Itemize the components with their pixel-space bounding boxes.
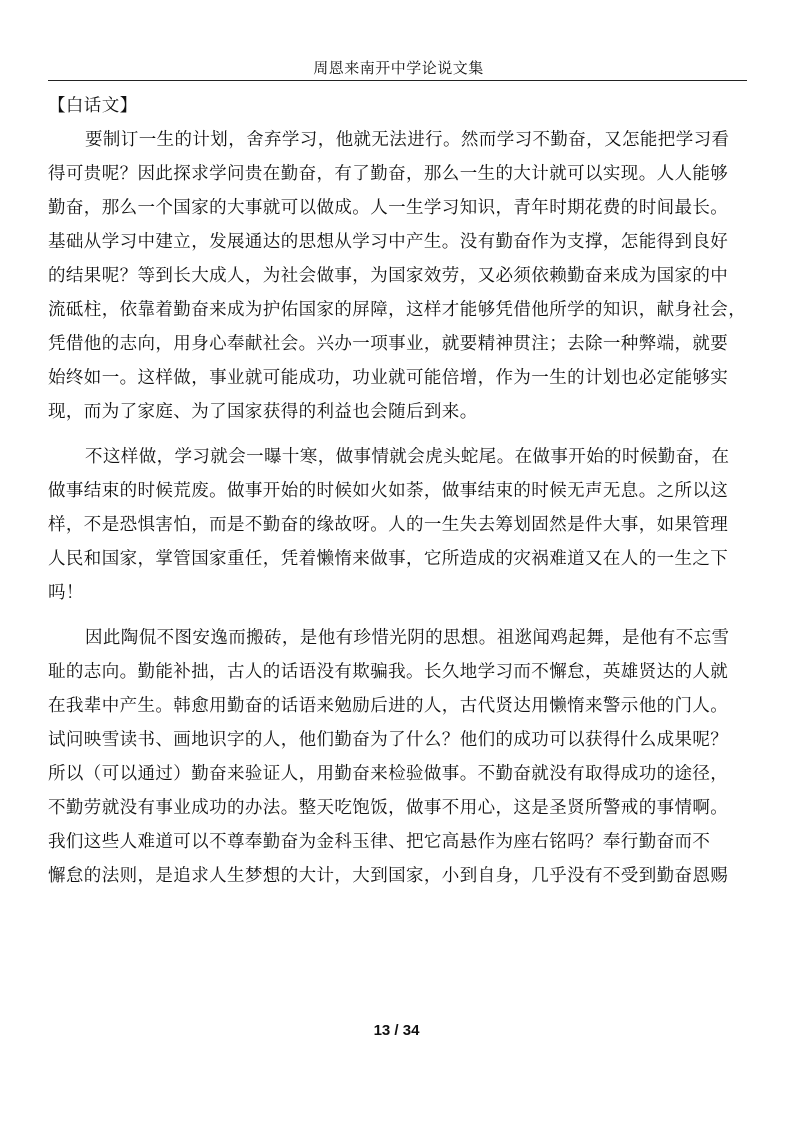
text-line: 吗！ <box>48 583 84 603</box>
text-line: 在我辈中产生。韩愈用勤奋的话语来勉励后进的人，古代贤达用懒惰来警示他的门人。 <box>48 696 729 716</box>
text-line: 试问映雪读书、画地识字的人，他们勤奋为了什么？他们的成功可以获得什么成果呢？ <box>48 730 729 750</box>
text-line: 样，不是恐惧害怕，而是不勤奋的缘故呀。人的一生失去筹划固然是件大事，如果管理 <box>48 515 729 535</box>
text-line: 人民和国家，掌管国家重任，凭着懒惰来做事，它所造成的灾祸难道又在人的一生之下 <box>48 549 729 569</box>
paragraph-2 <box>48 440 751 610</box>
text-line: 不勤劳就没有事业成功的办法。整天吃饱饭，做事不用心，这是圣贤所警戒的事情啊。 <box>48 798 729 818</box>
document-body <box>48 89 751 893</box>
paragraph-1 <box>48 123 751 429</box>
section-heading: 【白话文】 <box>48 96 138 116</box>
header-divider <box>48 80 747 81</box>
text-line: 做事结束的时候荒废。做事开始的时候如火如荼，做事结束的时候无声无息。之所以这 <box>48 481 729 501</box>
text-line: 要制订一生的计划，舍弃学习，他就无法进行。然而学习不勤奋，又怎能把学习看 <box>85 130 730 150</box>
text-line: 始终如一。这样做，事业就可能成功，功业就可能倍增，作为一生的计划也必定能够实 <box>48 368 729 388</box>
text-line: 流砥柱，依靠着勤奋来成为护佑国家的屏障，这样才能够凭借他所学的知识，献身社会， <box>48 300 747 320</box>
paragraph-spacer <box>48 429 751 440</box>
text-line: 的结果呢？等到长大成人，为社会做事，为国家效劳，又必须依赖勤奋来成为国家的中 <box>48 266 729 286</box>
text-line: 现，而为了家庭、为了国家获得的利益也会随后到来。 <box>48 402 478 422</box>
text-line: 基础从学习中建立，发展通达的思想从学习中产生。没有勤奋作为支撑，怎能得到良好 <box>48 232 729 252</box>
text-line: 凭借他的志向，用身心奉献社会。兴办一项事业，就要精神贯注；去除一种弊端，就要 <box>48 334 729 354</box>
page-header-title: 周恩来南开中学论说文集 <box>313 59 484 77</box>
text-line: 不这样做，学习就会一曝十寒，做事情就会虎头蛇尾。在做事开始的时候勤奋，在 <box>85 447 730 467</box>
text-line: 所以（可以通过）勤奋来验证人，用勤奋来检验做事。不勤奋就没有取得成功的途径， <box>48 764 729 784</box>
text-line: 耻的志向。勤能补拙，古人的话语没有欺骗我。长久地学习而不懈怠，英雄贤达的人就 <box>48 662 729 682</box>
text-line: 得可贵呢？因此探求学问贵在勤奋，有了勤奋，那么一生的大计就可以实现。人人能够 <box>48 164 729 184</box>
paragraph-spacer <box>48 610 751 621</box>
paragraph-3 <box>48 621 751 893</box>
page-number: 13 / 34 <box>373 1022 420 1039</box>
text-line: 我们这些人难道可以不尊奉勤奋为金科玉律、把它高悬作为座右铭吗？奉行勤奋而不 <box>48 832 711 852</box>
text-line: 因此陶侃不图安逸而搬砖，是他有珍惜光阴的思想。祖逖闻鸡起舞，是他有不忘雪 <box>85 628 730 648</box>
text-line: 勤奋，那么一个国家的大事就可以做成。人一生学习知识，青年时期花费的时间最长。 <box>48 198 729 218</box>
text-line: 懈怠的法则，是追求人生梦想的大计，大到国家，小到自身，几乎没有不受到勤奋恩赐 <box>48 866 729 886</box>
